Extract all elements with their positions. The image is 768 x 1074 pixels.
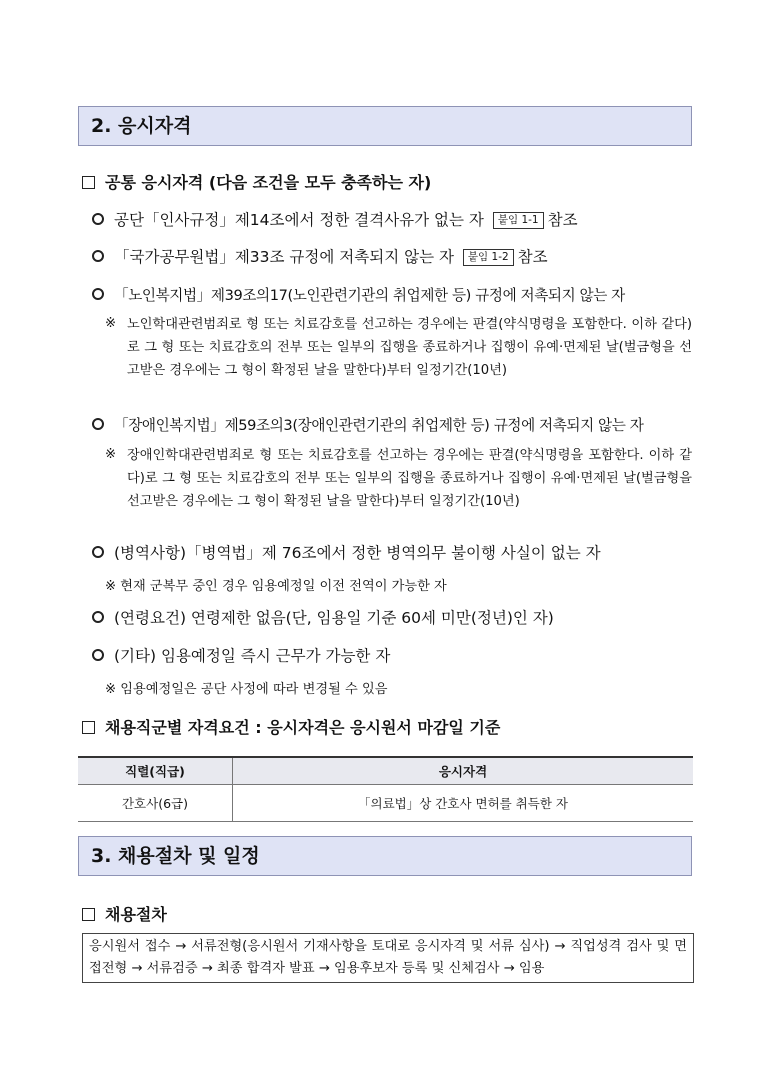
attachment-tag: 붙임 1-1 bbox=[493, 212, 544, 229]
requirements-table bbox=[78, 756, 693, 822]
item-text: 「장애인복지법」제59조의3(장애인관련기관의 취업제한 등) 규정에 저촉되지 않는 자 bbox=[114, 417, 644, 434]
note-item-4: 장애인학대관련범죄로 형 또는 치료감호를 선고하는 경우에는 판결(약식명령을 포함한다. 이하 같다)로 그 형 또는 치료감호의 전부 또는 일부의 집행을 종료하거나 집행이 유예·면제된 날(벌금형을 선고받은 경우에는 그 형이 확정된 날을 말한다)부터 일정기간(10년) bbox=[127, 448, 692, 509]
checkbox-square-icon bbox=[82, 176, 95, 189]
note-item-7: ※ 임용예정일은 공단 사정에 따라 변경될 수 있음 bbox=[105, 682, 388, 697]
table-header-row bbox=[78, 757, 693, 785]
note-mark: ※ bbox=[105, 316, 117, 331]
column-header-qualification: 응시자격 bbox=[233, 757, 694, 785]
qualification-item-6 bbox=[92, 606, 554, 628]
column-header-position: 직렬(직급) bbox=[78, 757, 233, 785]
item-text: (기타) 임용예정일 즉시 근무가 가능한 자 bbox=[114, 647, 391, 665]
item-suffix: 참조 bbox=[547, 211, 578, 229]
qualification-item-3 bbox=[92, 284, 625, 305]
section-3-title: 3. 채용절차 및 일정 bbox=[78, 836, 692, 876]
common-qualifications-heading bbox=[82, 170, 431, 193]
qualification-item-1 bbox=[92, 208, 578, 230]
circle-bullet-icon bbox=[92, 213, 104, 225]
job-heading-text: 채용직군별 자격요건 : 응시자격은 응시원서 마감일 기준 bbox=[105, 718, 501, 737]
process-box: 응시원서 접수 → 서류전형(응시원서 기재사항을 토대로 응시자격 및 서류 심사) → 직업성격 검사 및 면접전형 → 서류검증 → 최종 합격자 발표 → 임용후보자 등록 및 신체검사 → 임용 bbox=[82, 933, 694, 983]
circle-bullet-icon bbox=[92, 250, 104, 262]
note-item-5: ※ 현재 군복무 중인 경우 임용예정일 이전 전역이 가능한 자 bbox=[105, 579, 447, 594]
qualification-item-4 bbox=[92, 414, 643, 435]
item-text: 공단「인사규정」제14조에서 정한 결격사유가 없는 자 bbox=[114, 211, 484, 229]
common-heading-text: 공통 응시자격 (다음 조건을 모두 충족하는 자) bbox=[105, 173, 432, 192]
item-text: 「국가공무원법」제33조 규정에 저촉되지 않는 자 bbox=[114, 248, 454, 266]
circle-bullet-icon bbox=[92, 546, 104, 558]
qualification-item-7 bbox=[92, 644, 390, 666]
item-text: (연령요건) 연령제한 없음(단, 임용일 기준 60세 미만(정년)인 자) bbox=[114, 609, 554, 627]
item-text: (병역사항)「병역법」제 76조에서 정한 병역의무 불이행 사실이 없는 자 bbox=[114, 544, 601, 562]
checkbox-square-icon bbox=[82, 721, 95, 734]
cell-position: 간호사(6급) bbox=[78, 785, 233, 822]
job-requirements-heading bbox=[82, 715, 500, 738]
note-item-3: 노인학대관련범죄로 형 또는 치료감호를 선고하는 경우에는 판결(약식명령을 포함한다. 이하 같다)로 그 형 또는 치료감호의 전부 또는 일부의 집행을 종료하거나 집행이 유예·면제된 날(벌금형을 선고받은 경우에는 그 형이 확정된 날을 말한다)부터 일정기간(10년) bbox=[127, 317, 692, 378]
qualification-item-5 bbox=[92, 541, 601, 563]
circle-bullet-icon bbox=[92, 649, 104, 661]
attachment-tag: 붙임 1-2 bbox=[463, 249, 514, 266]
checkbox-square-icon bbox=[82, 908, 95, 921]
cell-qualification: 「의료법」상 간호사 면허를 취득한 자 bbox=[233, 785, 694, 822]
circle-bullet-icon bbox=[92, 288, 104, 300]
item-suffix: 참조 bbox=[517, 248, 548, 266]
table-row bbox=[78, 785, 693, 822]
qualification-item-2 bbox=[92, 245, 548, 267]
process-heading-text: 채용절차 bbox=[105, 905, 167, 924]
note-mark: ※ bbox=[105, 447, 117, 462]
item-text: 「노인복지법」제39조의17(노인관련기관의 취업제한 등) 규정에 저촉되지 않는 자 bbox=[114, 287, 625, 304]
circle-bullet-icon bbox=[92, 611, 104, 623]
section-2-title: 2. 응시자격 bbox=[78, 106, 692, 146]
process-heading bbox=[82, 902, 167, 925]
circle-bullet-icon bbox=[92, 418, 104, 430]
